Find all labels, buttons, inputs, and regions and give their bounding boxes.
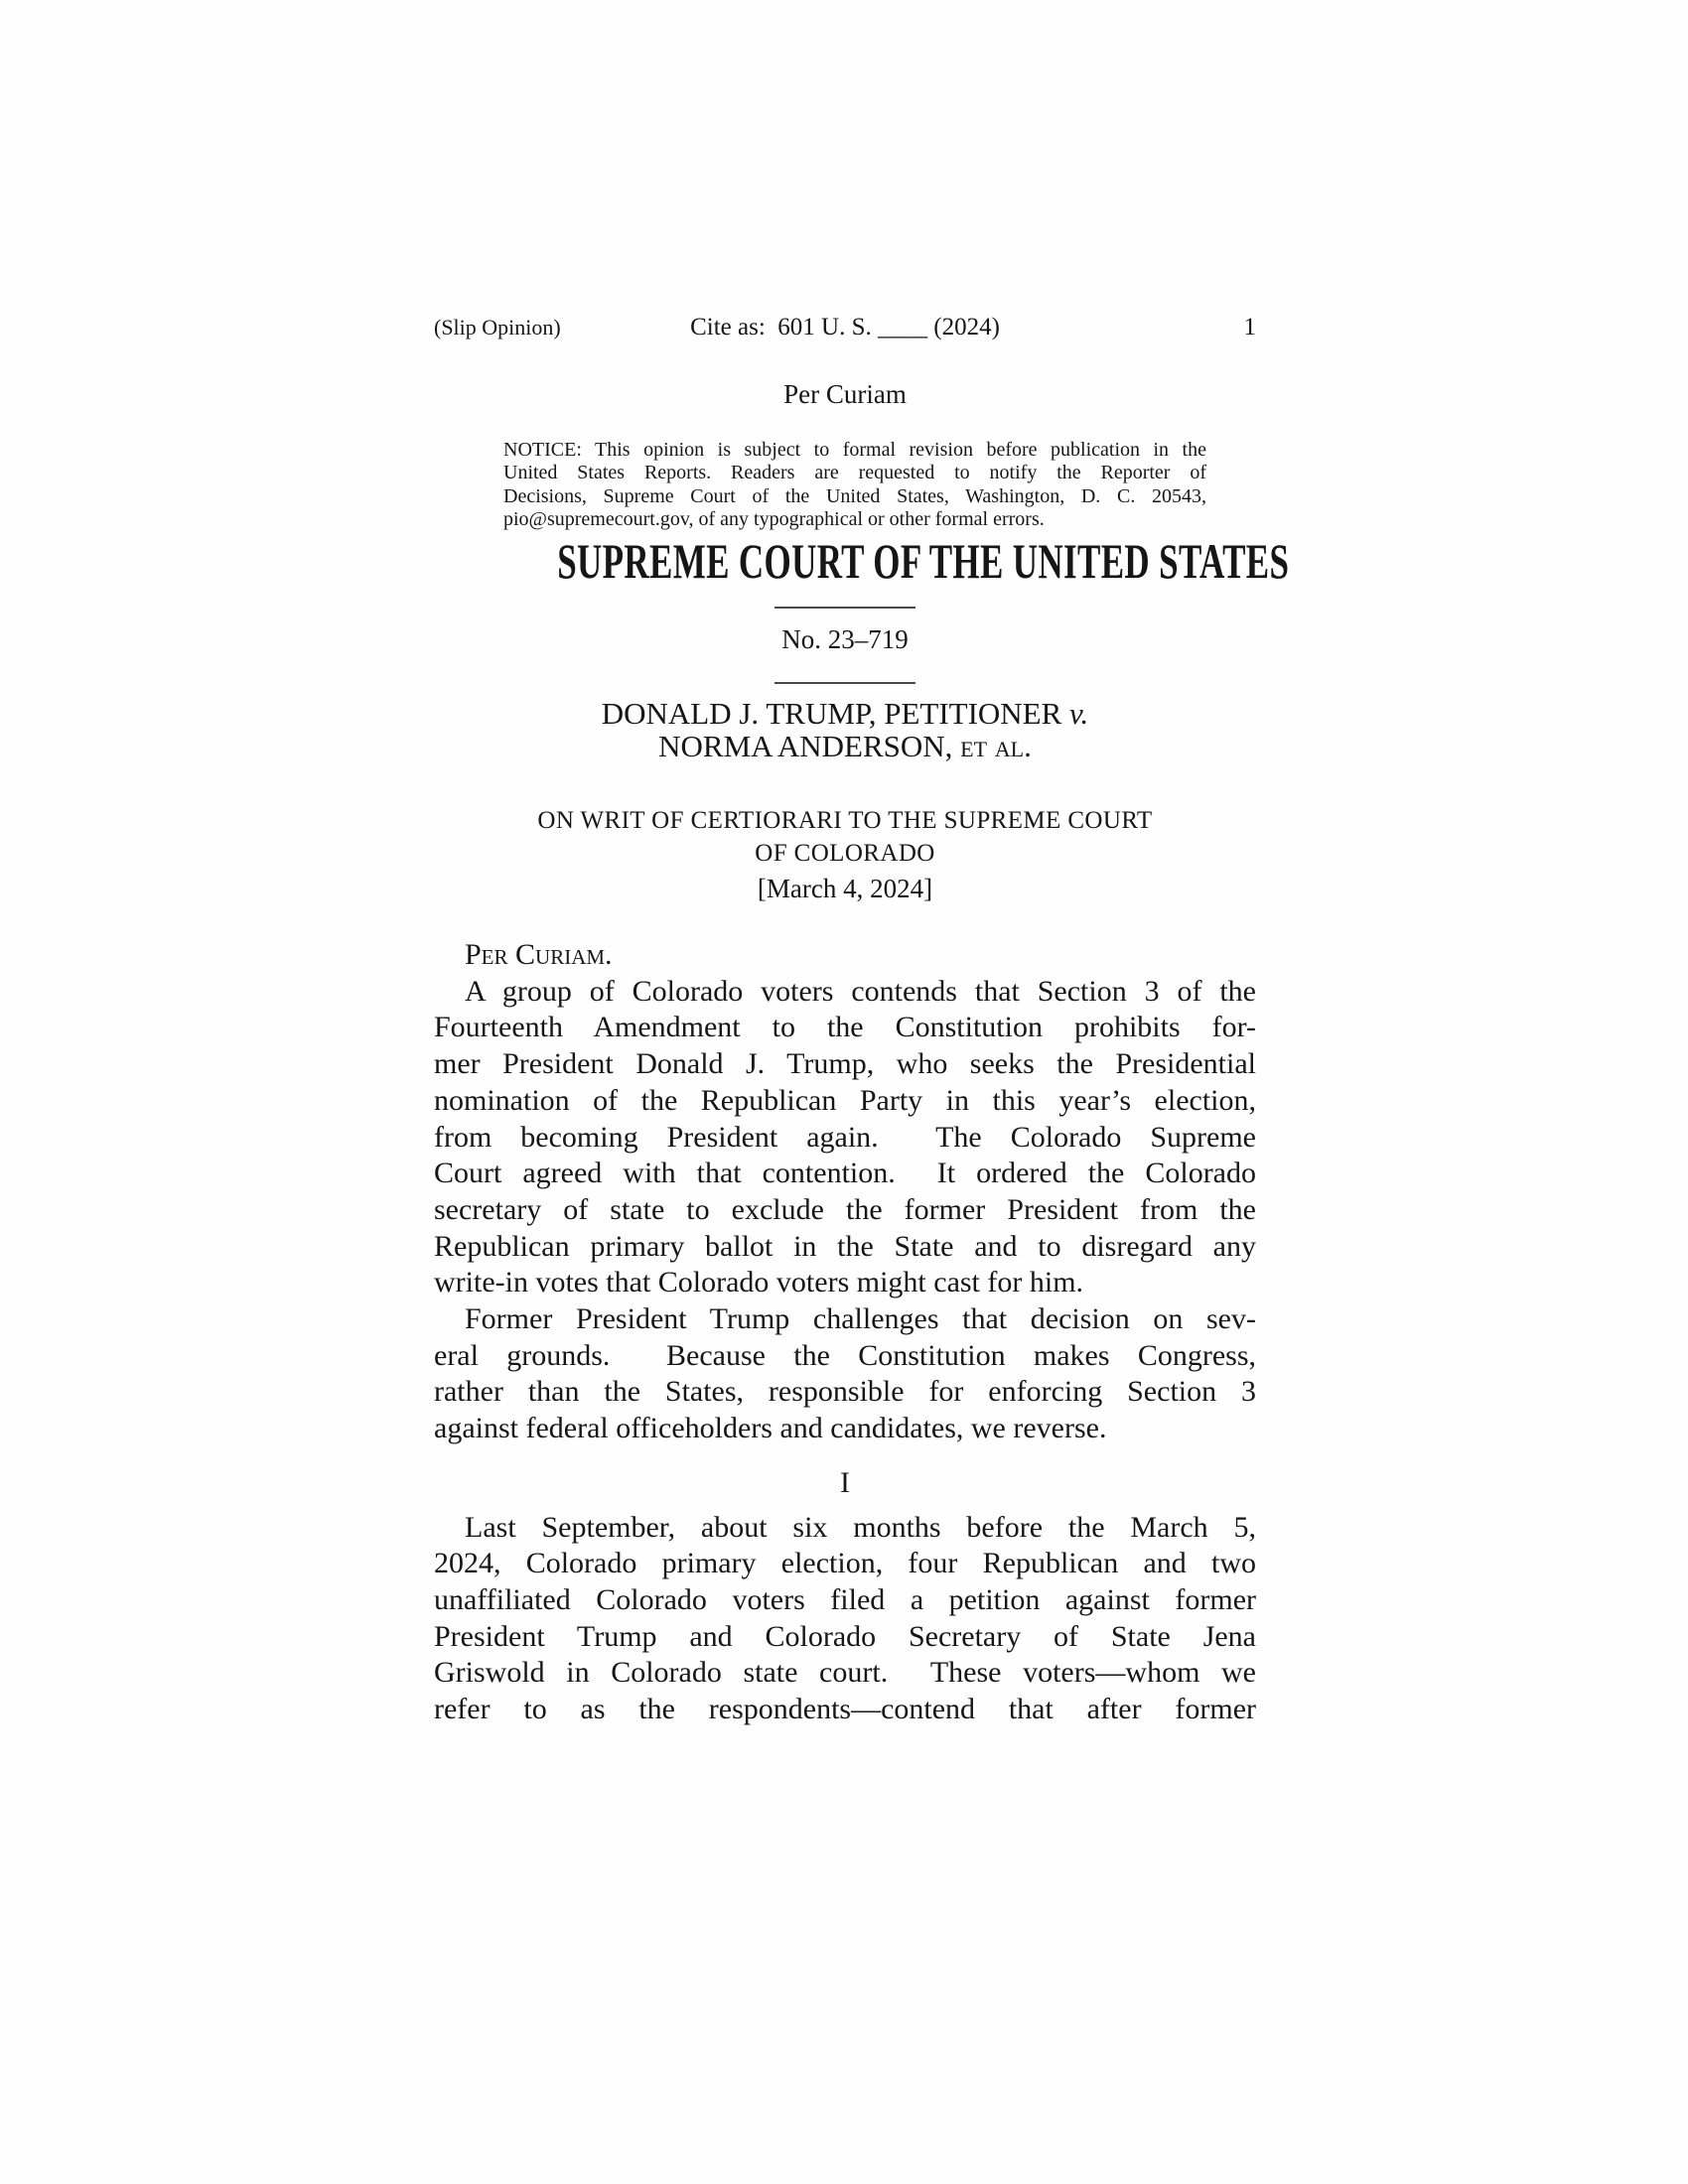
decision-date: [March 4, 2024] xyxy=(757,874,933,903)
text-line: Last September, about six months before the March 5, xyxy=(465,1510,1256,1544)
petitioner-name: DONALD J. TRUMP, PETITIONER xyxy=(601,696,1062,731)
text-line: 2024, Colorado primary election, four Republican and two xyxy=(434,1547,1256,1580)
text-line: from becoming President again. The Colorado Supreme xyxy=(434,1120,1256,1154)
text-line: Court agreed with that contention. It ordered the Colorado xyxy=(434,1157,1256,1190)
writ-line-1: ON WRIT OF CERTIORARI TO THE SUPREME COURT xyxy=(537,807,1153,834)
running-head xyxy=(434,314,1256,341)
text-line: United States Reports. Readers are requested to notify the Reporter of xyxy=(503,462,1206,484)
text-line: Fourteenth Amendment to the Constitution prohibits for- xyxy=(434,1011,1256,1044)
et-al-label: et al. xyxy=(960,729,1032,763)
text-line: write-in votes that Colorado voters might cast for him. xyxy=(434,1266,1084,1299)
notice-text xyxy=(503,439,1206,532)
text-line: eral grounds. Because the Constitution makes Congress, xyxy=(434,1338,1256,1372)
text-line: Republican primary ballot in the State and to disregard any xyxy=(434,1229,1256,1263)
text-line: unaffiliated Colorado voters filed a petition against former xyxy=(434,1582,1256,1616)
text-line: mer President Donald J. Trump, who seeks the Presidential xyxy=(434,1047,1256,1081)
body-paragraph xyxy=(434,1510,1256,1728)
text-line: secretary of state to exclude the former President from the xyxy=(434,1192,1256,1226)
text-line: pio@supremecourt.gov, of any typographical or other formal errors. xyxy=(503,508,1045,531)
body-paragraph xyxy=(434,1301,1256,1447)
page-content xyxy=(434,0,1290,2184)
page-number: 1 xyxy=(1243,314,1257,341)
writ-statement xyxy=(434,804,1256,870)
respondent-name: NORMA ANDERSON, xyxy=(658,729,953,763)
opinion-paragraphs xyxy=(434,974,1256,1728)
text-line: nomination of the Republican Party in this year’s election, xyxy=(434,1083,1256,1117)
text-line: NOTICE: This opinion is subject to formal revision before publication in the xyxy=(503,439,1206,461)
text-line: against federal officeholders and candidates, we reverse. xyxy=(434,1412,1107,1445)
writ-line-2: OF COLORADO xyxy=(755,840,935,867)
divider-rule-bottom xyxy=(774,682,915,684)
section-heading: I xyxy=(840,1465,850,1499)
case-caption xyxy=(434,697,1256,762)
opinion-body xyxy=(434,937,1256,1728)
per-curiam-running-title: Per Curiam xyxy=(783,379,907,409)
text-line: rather than the States, responsible for enforcing Section 3 xyxy=(434,1375,1256,1409)
opinion-author-line xyxy=(434,937,1256,974)
slip-opinion-label: (Slip Opinion) xyxy=(434,315,561,340)
caption-line-respondent xyxy=(434,730,1256,762)
court-title: SUPREME COURT OF THE UNITED STATES xyxy=(557,533,1290,589)
text-line: Griswold in Colorado state court. These voters—whom we xyxy=(434,1656,1256,1690)
body-paragraph xyxy=(434,974,1256,1301)
opinion-author: Per Curiam. xyxy=(465,938,613,971)
docket-number: No. 23–719 xyxy=(781,624,909,654)
text-line: Former President Trump challenges that decision on sev- xyxy=(465,1302,1256,1336)
divider-rule-top xyxy=(774,607,915,609)
text-line: A group of Colorado voters contends that Section 3 of the xyxy=(465,974,1256,1008)
text-line: Decisions, Supreme Court of the United States, Washington, D. C. 20543, xyxy=(503,484,1206,507)
citation-line: Cite as: 601 U. S. ____ (2024) xyxy=(690,314,1000,341)
versus-mark: v. xyxy=(1069,696,1089,731)
text-line: refer to as the respondents—contend that after former xyxy=(434,1693,1256,1726)
caption-line-petitioner xyxy=(434,697,1256,730)
text-line: President Trump and Colorado Secretary of State Jena xyxy=(434,1619,1256,1653)
